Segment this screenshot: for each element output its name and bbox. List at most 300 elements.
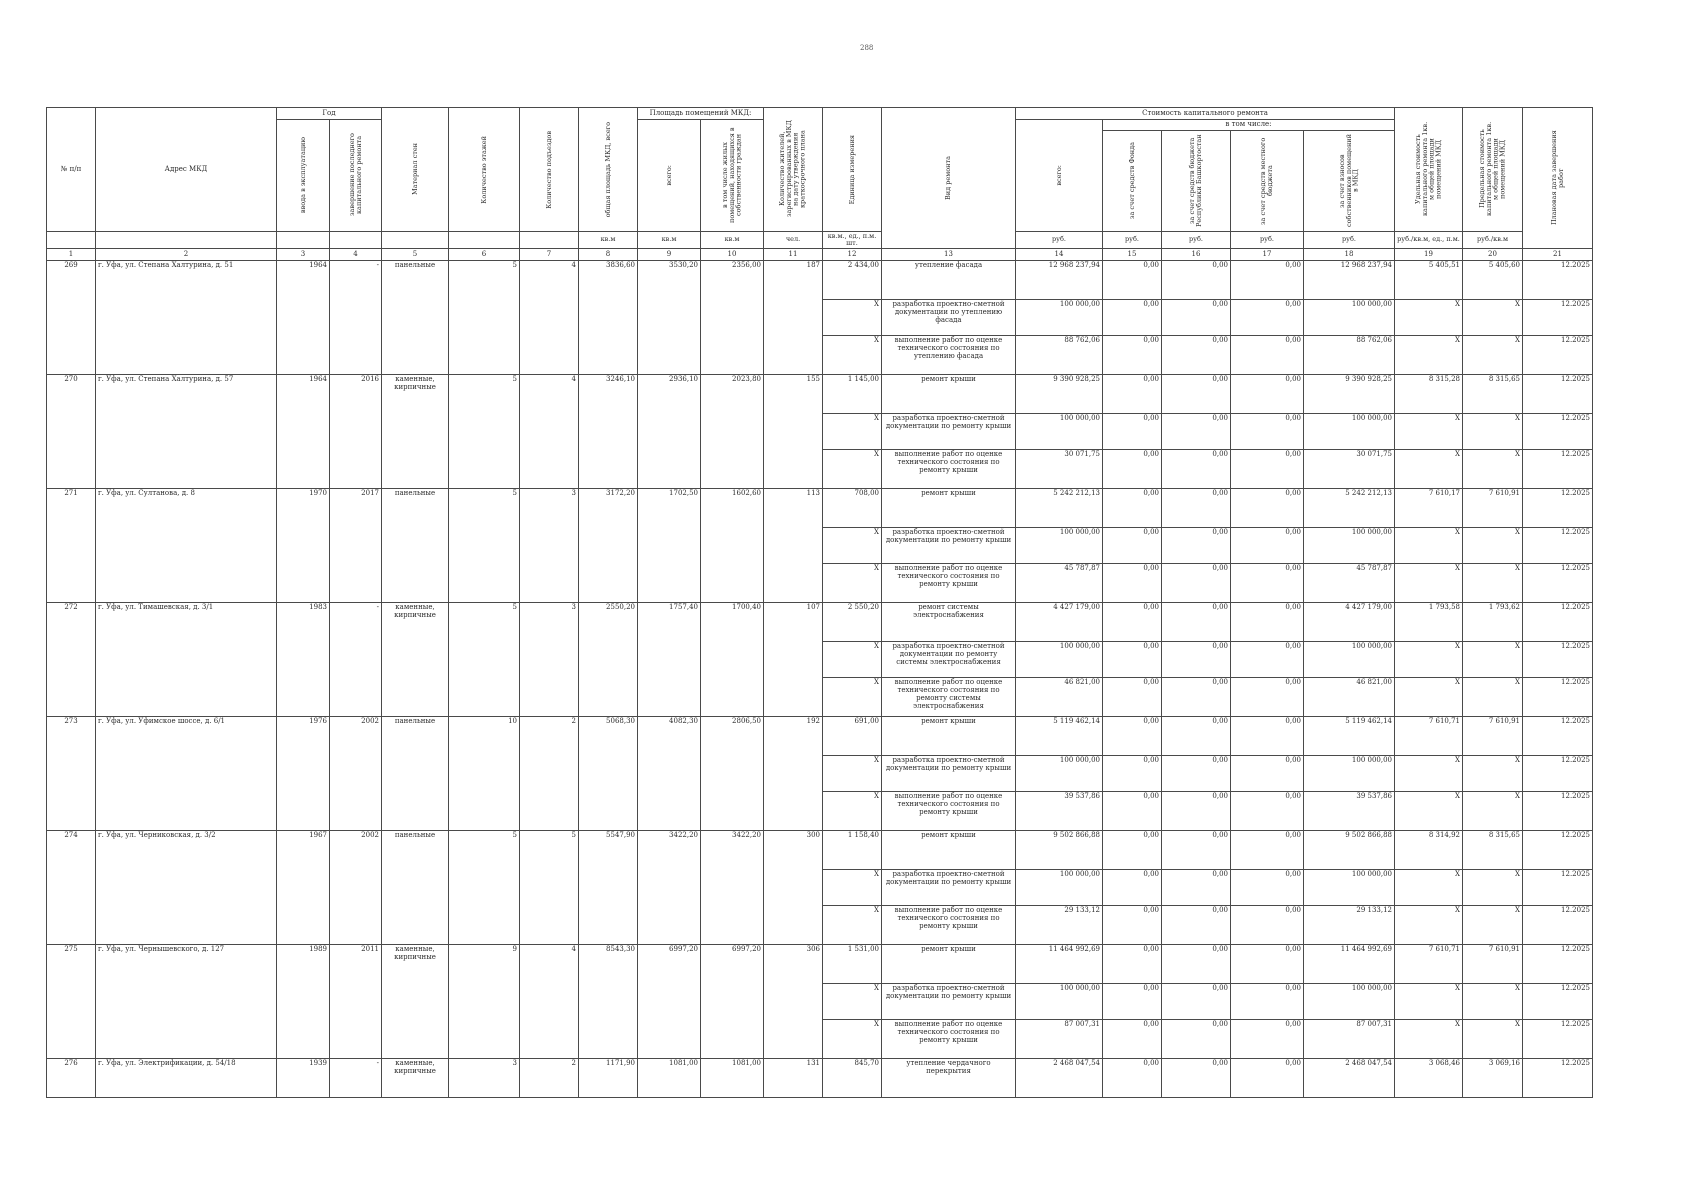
cost-total-cell: 46 821,00 xyxy=(1016,678,1103,717)
row-number: 272 xyxy=(47,603,96,717)
cost-fund-cell: 0,00 xyxy=(1103,300,1162,336)
cost-owners-cell: 46 821,00 xyxy=(1304,678,1395,717)
max-cost-cell: 3 069,16 xyxy=(1463,1059,1523,1098)
cost-local-cell: 0,00 xyxy=(1231,414,1304,450)
entrances-cell: 4 xyxy=(520,945,579,1059)
row-number: 274 xyxy=(47,831,96,945)
premises-total-cell: 3422,20 xyxy=(638,831,701,945)
cost-republic-cell: 0,00 xyxy=(1162,450,1231,489)
premises-total-cell: 4082,30 xyxy=(638,717,701,831)
cost-republic-cell: 0,00 xyxy=(1162,831,1231,870)
unit-value-cell: X xyxy=(823,336,882,375)
unit-cost-cell: X xyxy=(1395,984,1463,1020)
cost-local-cell: 0,00 xyxy=(1231,450,1304,489)
plan-date-cell: 12.2025 xyxy=(1523,792,1593,831)
total-area-cell: 3172,20 xyxy=(579,489,638,603)
address-cell: г. Уфа, ул. Черниковская, д. 3/2 xyxy=(96,831,277,945)
cost-local-cell: 0,00 xyxy=(1231,756,1304,792)
cost-local-cell: 0,00 xyxy=(1231,717,1304,756)
cost-owners-cell: 39 537,86 xyxy=(1304,792,1395,831)
max-cost-cell: 7 610,91 xyxy=(1463,945,1523,984)
header-residents: Количество жителей, зарегистрированных в МКД на дату утверждения краткосрочного плана xyxy=(778,121,807,218)
cost-republic-cell: 0,00 xyxy=(1162,414,1231,450)
cost-republic-cell: 0,00 xyxy=(1162,870,1231,906)
work-type-cell: разработка проектно-сметной документации по ремонту крыши xyxy=(882,756,1016,792)
unit-cost-cell: X xyxy=(1395,870,1463,906)
cost-republic-cell: 0,00 xyxy=(1162,1020,1231,1059)
unit-value-cell: X xyxy=(823,870,882,906)
work-type-cell: выполнение работ по оценке технического состояния по ремонту системы электроснабжения xyxy=(882,678,1016,717)
plan-date-cell: 12.2025 xyxy=(1523,375,1593,414)
header-premises-residential: в том числе жилых помещений, находящихся в собственности граждан xyxy=(720,127,743,224)
unit-cell: руб. xyxy=(1304,231,1395,249)
cost-republic-cell: 0,00 xyxy=(1162,1059,1231,1098)
page-number: 288 xyxy=(860,44,874,52)
cost-owners-cell: 30 071,75 xyxy=(1304,450,1395,489)
unit-cost-cell: 1 793,58 xyxy=(1395,603,1463,642)
cost-local-cell: 0,00 xyxy=(1231,792,1304,831)
plan-date-cell: 12.2025 xyxy=(1523,831,1593,870)
address-cell: г. Уфа, ул. Степана Халтурина, д. 51 xyxy=(96,261,277,375)
total-area-cell: 5068,30 xyxy=(579,717,638,831)
unit-value-cell: X xyxy=(823,678,882,717)
cost-owners-cell: 100 000,00 xyxy=(1304,414,1395,450)
unit-cell: кв.м xyxy=(579,231,638,249)
cost-total-cell: 9 502 866,88 xyxy=(1016,831,1103,870)
year-commission-cell: 1964 xyxy=(277,261,330,375)
year-last-repair-cell: - xyxy=(330,261,382,375)
premises-residential-cell: 6997,20 xyxy=(701,945,764,1059)
unit-cell: руб./кв.м xyxy=(1463,231,1523,249)
wall-material-cell: каменные, кирпичные xyxy=(382,1059,449,1098)
cost-fund-cell: 0,00 xyxy=(1103,375,1162,414)
entrances-cell: 2 xyxy=(520,717,579,831)
unit-cost-cell: X xyxy=(1395,450,1463,489)
entrances-cell: 2 xyxy=(520,1059,579,1098)
work-type-cell: разработка проектно-сметной документации по ремонту крыши xyxy=(882,414,1016,450)
plan-date-cell: 12.2025 xyxy=(1523,678,1593,717)
cost-local-cell: 0,00 xyxy=(1231,945,1304,984)
header-premises-group: Площадь помещений МКД: xyxy=(638,108,764,120)
floors-cell: 5 xyxy=(449,831,520,945)
cost-republic-cell: 0,00 xyxy=(1162,300,1231,336)
year-commission-cell: 1983 xyxy=(277,603,330,717)
unit-cost-cell: 8 315,28 xyxy=(1395,375,1463,414)
max-cost-cell: X xyxy=(1463,870,1523,906)
max-cost-cell: X xyxy=(1463,984,1523,1020)
header-entrances: Количество подъездов xyxy=(544,130,553,209)
unit-cost-cell: X xyxy=(1395,564,1463,603)
cost-local-cell: 0,00 xyxy=(1231,870,1304,906)
cost-republic-cell: 0,00 xyxy=(1162,984,1231,1020)
unit-cell: руб. xyxy=(1162,231,1231,249)
year-last-repair-cell: 2002 xyxy=(330,831,382,945)
unit-cell: руб./кв.м, ед., п.м. xyxy=(1395,231,1463,249)
header-cost-republic: за счет средств бюджета Республики Башкортостан xyxy=(1188,134,1203,228)
residents-cell: 300 xyxy=(764,831,823,945)
unit-cost-cell: X xyxy=(1395,756,1463,792)
cost-owners-cell: 11 464 992,69 xyxy=(1304,945,1395,984)
cost-fund-cell: 0,00 xyxy=(1103,261,1162,300)
max-cost-cell: X xyxy=(1463,450,1523,489)
premises-residential-cell: 1081,00 xyxy=(701,1059,764,1098)
year-last-repair-cell: 2017 xyxy=(330,489,382,603)
work-type-cell: выполнение работ по оценке технического состояния по ремонту крыши xyxy=(882,564,1016,603)
plan-date-cell: 12.2025 xyxy=(1523,528,1593,564)
max-cost-cell: 8 315,65 xyxy=(1463,375,1523,414)
cost-total-cell: 30 071,75 xyxy=(1016,450,1103,489)
table-row xyxy=(47,831,1593,870)
cost-fund-cell: 0,00 xyxy=(1103,450,1162,489)
unit-cell: кв.м xyxy=(638,231,701,249)
cost-fund-cell: 0,00 xyxy=(1103,603,1162,642)
unit-value-cell: X xyxy=(823,528,882,564)
address-cell: г. Уфа, ул. Степана Халтурина, д. 57 xyxy=(96,375,277,489)
cost-fund-cell: 0,00 xyxy=(1103,528,1162,564)
cost-republic-cell: 0,00 xyxy=(1162,678,1231,717)
cost-fund-cell: 0,00 xyxy=(1103,1059,1162,1098)
unit-value-cell: X xyxy=(823,414,882,450)
unit-cost-cell: 7 610,17 xyxy=(1395,489,1463,528)
work-type-cell: выполнение работ по оценке технического состояния по ремонту крыши xyxy=(882,1020,1016,1059)
unit-value-cell: X xyxy=(823,642,882,678)
unit-value-cell: X xyxy=(823,450,882,489)
unit-cost-cell: 5 405,51 xyxy=(1395,261,1463,300)
cost-total-cell: 87 007,31 xyxy=(1016,1020,1103,1059)
header-cost-incl: в том числе: xyxy=(1103,120,1395,131)
table-row xyxy=(47,717,1593,756)
premises-residential-cell: 1602,60 xyxy=(701,489,764,603)
plan-date-cell: 12.2025 xyxy=(1523,603,1593,642)
table-row xyxy=(47,489,1593,528)
unit-value-cell: 845,70 xyxy=(823,1059,882,1098)
header-floors: Количество этажей xyxy=(479,135,488,204)
floors-cell: 10 xyxy=(449,717,520,831)
premises-residential-cell: 2356,00 xyxy=(701,261,764,375)
cost-fund-cell: 0,00 xyxy=(1103,792,1162,831)
plan-date-cell: 12.2025 xyxy=(1523,450,1593,489)
cost-owners-cell: 9 390 928,25 xyxy=(1304,375,1395,414)
cost-owners-cell: 5 242 212,13 xyxy=(1304,489,1395,528)
unit-cell: кв.м xyxy=(701,231,764,249)
entrances-cell: 5 xyxy=(520,831,579,945)
cost-republic-cell: 0,00 xyxy=(1162,792,1231,831)
cost-local-cell: 0,00 xyxy=(1231,1059,1304,1098)
cost-republic-cell: 0,00 xyxy=(1162,564,1231,603)
header-cost-group: Стоимость капитального ремонта xyxy=(1016,108,1395,120)
unit-cost-cell: 8 314,92 xyxy=(1395,831,1463,870)
unit-cost-cell: 7 610,71 xyxy=(1395,945,1463,984)
unit-value-cell: X xyxy=(823,564,882,603)
cost-total-cell: 4 427 179,00 xyxy=(1016,603,1103,642)
cost-local-cell: 0,00 xyxy=(1231,984,1304,1020)
cost-owners-cell: 5 119 462,14 xyxy=(1304,717,1395,756)
plan-date-cell: 12.2025 xyxy=(1523,414,1593,450)
table-row xyxy=(47,261,1593,300)
cost-republic-cell: 0,00 xyxy=(1162,717,1231,756)
floors-cell: 3 xyxy=(449,1059,520,1098)
header-cost-fund: за счет средств Фонда xyxy=(1127,142,1136,220)
unit-cell: кв.м., ед., п.м. шт. xyxy=(823,231,882,249)
floors-cell: 5 xyxy=(449,489,520,603)
max-cost-cell: 1 793,62 xyxy=(1463,603,1523,642)
max-cost-cell: X xyxy=(1463,336,1523,375)
premises-total-cell: 3530,20 xyxy=(638,261,701,375)
year-last-repair-cell: 2002 xyxy=(330,717,382,831)
plan-date-cell: 12.2025 xyxy=(1523,756,1593,792)
unit-value-cell: 691,00 xyxy=(823,717,882,756)
unit-value-cell: X xyxy=(823,906,882,945)
cost-owners-cell: 100 000,00 xyxy=(1304,870,1395,906)
premises-total-cell: 6997,20 xyxy=(638,945,701,1059)
max-cost-cell: 8 315,65 xyxy=(1463,831,1523,870)
floors-cell: 5 xyxy=(449,375,520,489)
cost-fund-cell: 0,00 xyxy=(1103,642,1162,678)
work-type-cell: ремонт крыши xyxy=(882,831,1016,870)
unit-cost-cell: X xyxy=(1395,1020,1463,1059)
cost-total-cell: 29 133,12 xyxy=(1016,906,1103,945)
work-type-cell: выполнение работ по оценке технического состояния по ремонту крыши xyxy=(882,450,1016,489)
cost-owners-cell: 87 007,31 xyxy=(1304,1020,1395,1059)
cost-fund-cell: 0,00 xyxy=(1103,756,1162,792)
cost-total-cell: 5 242 212,13 xyxy=(1016,489,1103,528)
work-type-cell: ремонт крыши xyxy=(882,717,1016,756)
floors-cell: 9 xyxy=(449,945,520,1059)
header-year-commission: ввода в эксплуатацию xyxy=(298,137,307,214)
plan-date-cell: 12.2025 xyxy=(1523,984,1593,1020)
cost-local-cell: 0,00 xyxy=(1231,603,1304,642)
unit-value-cell: 2 550,20 xyxy=(823,603,882,642)
residents-cell: 131 xyxy=(764,1059,823,1098)
plan-date-cell: 12.2025 xyxy=(1523,870,1593,906)
header-no: № п/п xyxy=(47,108,96,232)
cost-fund-cell: 0,00 xyxy=(1103,489,1162,528)
total-area-cell: 2550,20 xyxy=(579,603,638,717)
plan-date-cell: 12.2025 xyxy=(1523,336,1593,375)
cost-local-cell: 0,00 xyxy=(1231,336,1304,375)
address-cell: г. Уфа, ул. Султанова, д. 8 xyxy=(96,489,277,603)
wall-material-cell: каменные, кирпичные xyxy=(382,945,449,1059)
max-cost-cell: 7 610,91 xyxy=(1463,717,1523,756)
max-cost-cell: 7 610,91 xyxy=(1463,489,1523,528)
unit-cell: руб. xyxy=(1016,231,1103,249)
cost-republic-cell: 0,00 xyxy=(1162,528,1231,564)
cost-fund-cell: 0,00 xyxy=(1103,414,1162,450)
cost-total-cell: 100 000,00 xyxy=(1016,528,1103,564)
cost-total-cell: 9 390 928,25 xyxy=(1016,375,1103,414)
table-row xyxy=(47,1059,1593,1098)
work-type-cell: выполнение работ по оценке технического состояния по ремонту крыши xyxy=(882,792,1016,831)
unit-cost-cell: X xyxy=(1395,678,1463,717)
premises-residential-cell: 2023,80 xyxy=(701,375,764,489)
unit-cell: руб. xyxy=(1103,231,1162,249)
header-cost-total: всего: xyxy=(1054,165,1063,186)
cost-fund-cell: 0,00 xyxy=(1103,564,1162,603)
unit-cost-cell: 7 610,71 xyxy=(1395,717,1463,756)
column-number-row: 1 2 3 4 5 6 7 8 9 10 11 12 13 14 15 16 17 18 19 20 21 xyxy=(47,249,1593,261)
residents-cell: 113 xyxy=(764,489,823,603)
entrances-cell: 4 xyxy=(520,375,579,489)
cost-fund-cell: 0,00 xyxy=(1103,906,1162,945)
cost-fund-cell: 0,00 xyxy=(1103,717,1162,756)
unit-value-cell: 1 531,00 xyxy=(823,945,882,984)
residents-cell: 187 xyxy=(764,261,823,375)
premises-total-cell: 1757,40 xyxy=(638,603,701,717)
residents-cell: 107 xyxy=(764,603,823,717)
unit-cost-cell: X xyxy=(1395,906,1463,945)
cost-republic-cell: 0,00 xyxy=(1162,642,1231,678)
max-cost-cell: X xyxy=(1463,792,1523,831)
unit-value-cell: 1 158,40 xyxy=(823,831,882,870)
cost-owners-cell: 100 000,00 xyxy=(1304,528,1395,564)
header-work-type: Вид ремонта xyxy=(944,156,953,201)
year-commission-cell: 1939 xyxy=(277,1059,330,1098)
row-number: 273 xyxy=(47,717,96,831)
cost-local-cell: 0,00 xyxy=(1231,1020,1304,1059)
year-commission-cell: 1989 xyxy=(277,945,330,1059)
cost-local-cell: 0,00 xyxy=(1231,831,1304,870)
unit-value-cell: X xyxy=(823,300,882,336)
cost-owners-cell: 12 968 237,94 xyxy=(1304,261,1395,300)
plan-date-cell: 12.2025 xyxy=(1523,261,1593,300)
year-last-repair-cell: - xyxy=(330,1059,382,1098)
cost-fund-cell: 0,00 xyxy=(1103,678,1162,717)
unit-value-cell: 708,00 xyxy=(823,489,882,528)
cost-local-cell: 0,00 xyxy=(1231,489,1304,528)
unit-value-cell: X xyxy=(823,756,882,792)
wall-material-cell: каменные, кирпичные xyxy=(382,603,449,717)
table-row xyxy=(47,375,1593,414)
cost-owners-cell: 100 000,00 xyxy=(1304,984,1395,1020)
wall-material-cell: панельные xyxy=(382,489,449,603)
row-number: 271 xyxy=(47,489,96,603)
work-type-cell: разработка проектно-сметной документации по утеплению фасада xyxy=(882,300,1016,336)
header-year-last-repair: завершение последнего капитального ремонта xyxy=(347,133,363,217)
plan-date-cell: 12.2025 xyxy=(1523,717,1593,756)
max-cost-cell: X xyxy=(1463,756,1523,792)
cost-republic-cell: 0,00 xyxy=(1162,906,1231,945)
max-cost-cell: X xyxy=(1463,528,1523,564)
plan-date-cell: 12.2025 xyxy=(1523,1020,1593,1059)
cost-local-cell: 0,00 xyxy=(1231,300,1304,336)
cost-republic-cell: 0,00 xyxy=(1162,603,1231,642)
max-cost-cell: X xyxy=(1463,414,1523,450)
unit-cell: чел. xyxy=(764,231,823,249)
header-address: Адрес МКД xyxy=(96,108,277,232)
floors-cell: 5 xyxy=(449,603,520,717)
total-area-cell: 3246,10 xyxy=(579,375,638,489)
cost-republic-cell: 0,00 xyxy=(1162,489,1231,528)
cost-total-cell: 100 000,00 xyxy=(1016,756,1103,792)
capital-repair-table xyxy=(46,107,1593,1098)
unit-cost-cell: X xyxy=(1395,300,1463,336)
work-type-cell: выполнение работ по оценке технического состояния по ремонту крыши xyxy=(882,906,1016,945)
address-cell: г. Уфа, ул. Уфимское шоссе, д. 6/1 xyxy=(96,717,277,831)
header-wall-material: Материал стен xyxy=(410,143,419,196)
cost-local-cell: 0,00 xyxy=(1231,528,1304,564)
work-type-cell: ремонт крыши xyxy=(882,489,1016,528)
plan-date-cell: 12.2025 xyxy=(1523,564,1593,603)
cost-owners-cell: 88 762,06 xyxy=(1304,336,1395,375)
floors-cell: 5 xyxy=(449,261,520,375)
cost-total-cell: 100 000,00 xyxy=(1016,870,1103,906)
cost-republic-cell: 0,00 xyxy=(1162,945,1231,984)
row-number: 269 xyxy=(47,261,96,375)
entrances-cell: 4 xyxy=(520,261,579,375)
unit-value-cell: X xyxy=(823,792,882,831)
year-last-repair-cell: 2011 xyxy=(330,945,382,1059)
work-type-cell: ремонт системы электроснабжения xyxy=(882,603,1016,642)
cost-total-cell: 100 000,00 xyxy=(1016,300,1103,336)
premises-total-cell: 2936,10 xyxy=(638,375,701,489)
unit-cost-cell: X xyxy=(1395,336,1463,375)
max-cost-cell: X xyxy=(1463,564,1523,603)
cost-owners-cell: 45 787,87 xyxy=(1304,564,1395,603)
table-row xyxy=(47,603,1593,642)
address-cell: г. Уфа, ул. Тимашевская, д. 3/1 xyxy=(96,603,277,717)
total-area-cell: 8543,30 xyxy=(579,945,638,1059)
unit-value-cell: X xyxy=(823,984,882,1020)
cost-fund-cell: 0,00 xyxy=(1103,1020,1162,1059)
wall-material-cell: панельные xyxy=(382,831,449,945)
year-commission-cell: 1970 xyxy=(277,489,330,603)
max-cost-cell: X xyxy=(1463,678,1523,717)
max-cost-cell: X xyxy=(1463,906,1523,945)
unit-cost-cell: X xyxy=(1395,414,1463,450)
premises-residential-cell: 3422,20 xyxy=(701,831,764,945)
row-number: 275 xyxy=(47,945,96,1059)
work-type-cell: утепление фасада xyxy=(882,261,1016,300)
year-last-repair-cell: - xyxy=(330,603,382,717)
cost-fund-cell: 0,00 xyxy=(1103,945,1162,984)
plan-date-cell: 12.2025 xyxy=(1523,300,1593,336)
unit-value-cell: 1 145,00 xyxy=(823,375,882,414)
max-cost-cell: X xyxy=(1463,1020,1523,1059)
cost-owners-cell: 100 000,00 xyxy=(1304,300,1395,336)
cost-fund-cell: 0,00 xyxy=(1103,831,1162,870)
wall-material-cell: панельные xyxy=(382,717,449,831)
entrances-cell: 3 xyxy=(520,489,579,603)
cost-local-cell: 0,00 xyxy=(1231,564,1304,603)
work-type-cell: разработка проектно-сметной документации по ремонту крыши xyxy=(882,984,1016,1020)
entrances-cell: 3 xyxy=(520,603,579,717)
row-number: 270 xyxy=(47,375,96,489)
premises-total-cell: 1702,50 xyxy=(638,489,701,603)
year-commission-cell: 1976 xyxy=(277,717,330,831)
row-number: 276 xyxy=(47,1059,96,1098)
residents-cell: 192 xyxy=(764,717,823,831)
premises-residential-cell: 2806,50 xyxy=(701,717,764,831)
cost-total-cell: 100 000,00 xyxy=(1016,642,1103,678)
address-cell: г. Уфа, ул. Чернышевского, д. 127 xyxy=(96,945,277,1059)
residents-cell: 306 xyxy=(764,945,823,1059)
max-cost-cell: 5 405,60 xyxy=(1463,261,1523,300)
max-cost-cell: X xyxy=(1463,642,1523,678)
residents-cell: 155 xyxy=(764,375,823,489)
table-row xyxy=(47,945,1593,984)
cost-owners-cell: 4 427 179,00 xyxy=(1304,603,1395,642)
max-cost-cell: X xyxy=(1463,300,1523,336)
plan-date-cell: 12.2025 xyxy=(1523,642,1593,678)
cost-total-cell: 12 968 237,94 xyxy=(1016,261,1103,300)
unit-value-cell: X xyxy=(823,1020,882,1059)
header-total-area: общая площадь МКД, всего xyxy=(603,121,612,218)
unit-cost-cell: X xyxy=(1395,642,1463,678)
cost-total-cell: 11 464 992,69 xyxy=(1016,945,1103,984)
cost-local-cell: 0,00 xyxy=(1231,678,1304,717)
unit-cost-cell: 3 068,46 xyxy=(1395,1059,1463,1098)
address-cell: г. Уфа, ул. Электрификации, д. 54/18 xyxy=(96,1059,277,1098)
